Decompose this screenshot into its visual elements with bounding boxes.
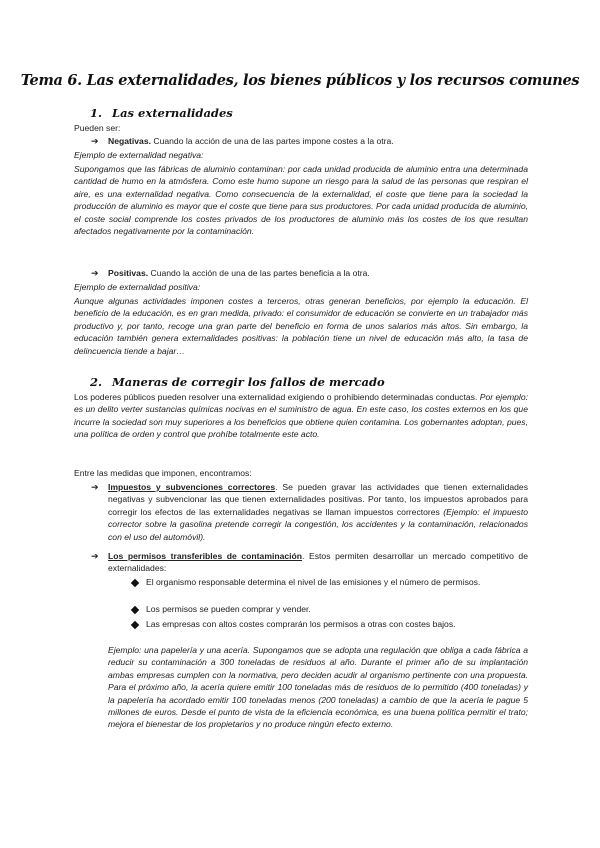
measure-1-example: (Ejemplo: el impuesto corrector sobre la gasolina pretende corregir la congestión, los accidentes y la contaminación, relacionados con el uso del automóvil). <box>108 506 528 542</box>
positive-text: Cuando la acción de una de las partes beneficia a la otra. <box>148 268 370 278</box>
measures-intro: Entre las medidas que imponen, encontramos: <box>74 468 252 478</box>
positive-label: Positivas. <box>108 268 149 278</box>
bullet-item: Las empresas con altos costes comprarán los permisos a otras con costes bajos. <box>146 619 456 629</box>
negative-label: Negativas. <box>108 136 151 146</box>
section-1-title: Las externalidades <box>112 106 233 120</box>
section-2-title: Maneras de corregir los fallos de mercado <box>112 375 385 389</box>
section-2-intro <box>74 391 528 441</box>
section-2-intro-example: Por ejemplo: es un delito verter sustancias químicas nocivas en el suministro de agua. En este caso, los costes externos en los que incurre la sociedad son muy superiores a los beneficios que obtiene quien contamina. Los gobernantes adoptan, pues, una política de orden y control que prohíbe totalmente este acto. <box>74 392 528 440</box>
arrow-icon: ➔ <box>91 551 99 561</box>
section-2-heading <box>90 375 385 389</box>
section-1-heading <box>90 106 233 120</box>
arrow-icon: ➔ <box>91 136 99 146</box>
negative-item <box>108 135 528 147</box>
bullet-item: Los permisos se pueden comprar y vender. <box>146 604 311 614</box>
negative-text: Cuando la acción de una de las partes impone costes a la otra. <box>151 136 394 146</box>
negative-example-title: Ejemplo de externalidad negativa: <box>74 150 204 160</box>
positive-item <box>108 267 528 279</box>
measure-1-text: . Se pueden gravar las actividades que tienen externalidades negativas y subvencionar las que tienen externalidades positivas. Por tanto, los impuestos aprobados para corregir los efectos de las externalidades negativas se llaman impuestos correctores <box>108 482 528 517</box>
diamond-bullet-icon <box>131 579 139 587</box>
bullet-item: El organismo responsable determina el nivel de las emisiones y el número de permisos. <box>146 577 481 587</box>
measure-1 <box>108 481 528 543</box>
negative-example-text: Supongamos que las fábricas de aluminio contaminan: por cada unidad producida de aluminio entra una determinada cantidad de humo en la atmósfera. Como este humo supone un riesgo para la salud de las personas que respiran el aire, es una externalidad negativa. Como consecuencia de la externalidad, el coste que tiene para la sociedad la producción de aluminio es mayor que el coste que tiene para sus productores. Por cada unidad producida de aluminio, el coste social comprende los costes privados de los productores de aluminio más los costes de los que resultan afectados negativamente por la contaminación. <box>74 164 528 237</box>
arrow-icon: ➔ <box>91 268 99 278</box>
measure-1-label: Impuestos y subvenciones correctores <box>108 482 276 492</box>
page-title: Tema 6. Las externalidades, los bienes públicos y los recursos comunes <box>20 72 580 89</box>
arrow-icon: ➔ <box>91 482 99 492</box>
section-1-intro: Pueden ser: <box>74 123 121 133</box>
diamond-bullet-icon <box>131 621 139 629</box>
section-1-number: 1. <box>90 106 103 120</box>
section-2-number: 2. <box>90 375 103 389</box>
diamond-bullet-icon <box>131 606 139 614</box>
section-2-intro-text: Los poderes públicos pueden resolver una externalidad exigiendo o prohibiendo determinadas conductas. <box>74 392 480 402</box>
measure-2-text: . Estos permiten desarrollar un mercado competitivo de externalidades: <box>108 551 528 574</box>
positive-example-title: Ejemplo de externalidad positiva: <box>74 282 201 292</box>
positive-example-text: Aunque algunas actividades imponen costes a terceros, otras generan beneficios, por ejemplo la educación. El beneficio de la educación, es en gran medida, privado: el consumidor de educación se convierte en un trabajador más productivo y, por tanto, recoge una gran parte del beneficio en forma de unos salarios más altos. Sin embargo, la educación también genera externalidades positivas: la población tiene un nivel de educación más alto, la tasa de delincuencia tiende a bajar… <box>74 296 528 356</box>
measure-2-label: Los permisos transferibles de contaminación <box>108 551 303 561</box>
measure-2 <box>108 550 528 575</box>
permits-example: Ejemplo: una papelería y una acería. Supongamos que se adopta una regulación que obliga a cada fábrica a reducir su contaminación a 300 toneladas de residuos al año. Durante el primer año de su implantación ambas empresas cumplen con la normativa, pero deciden acudir al organismo pertinente con una propuesta. Para el próximo año, la acería quiere emitir 100 toneladas más de residuos de lo permitido (400 toneladas) y la papelería ha acordado emitir 100 toneladas menos (200 toneladas) a cambio de que la acería le pague 5 millones de euros. Desde el punto de vista de la eficiencia económica, es una buena política permitir el trato; mejora el bienestar de los propietarios y no produce ningún efecto externo. <box>108 645 528 730</box>
